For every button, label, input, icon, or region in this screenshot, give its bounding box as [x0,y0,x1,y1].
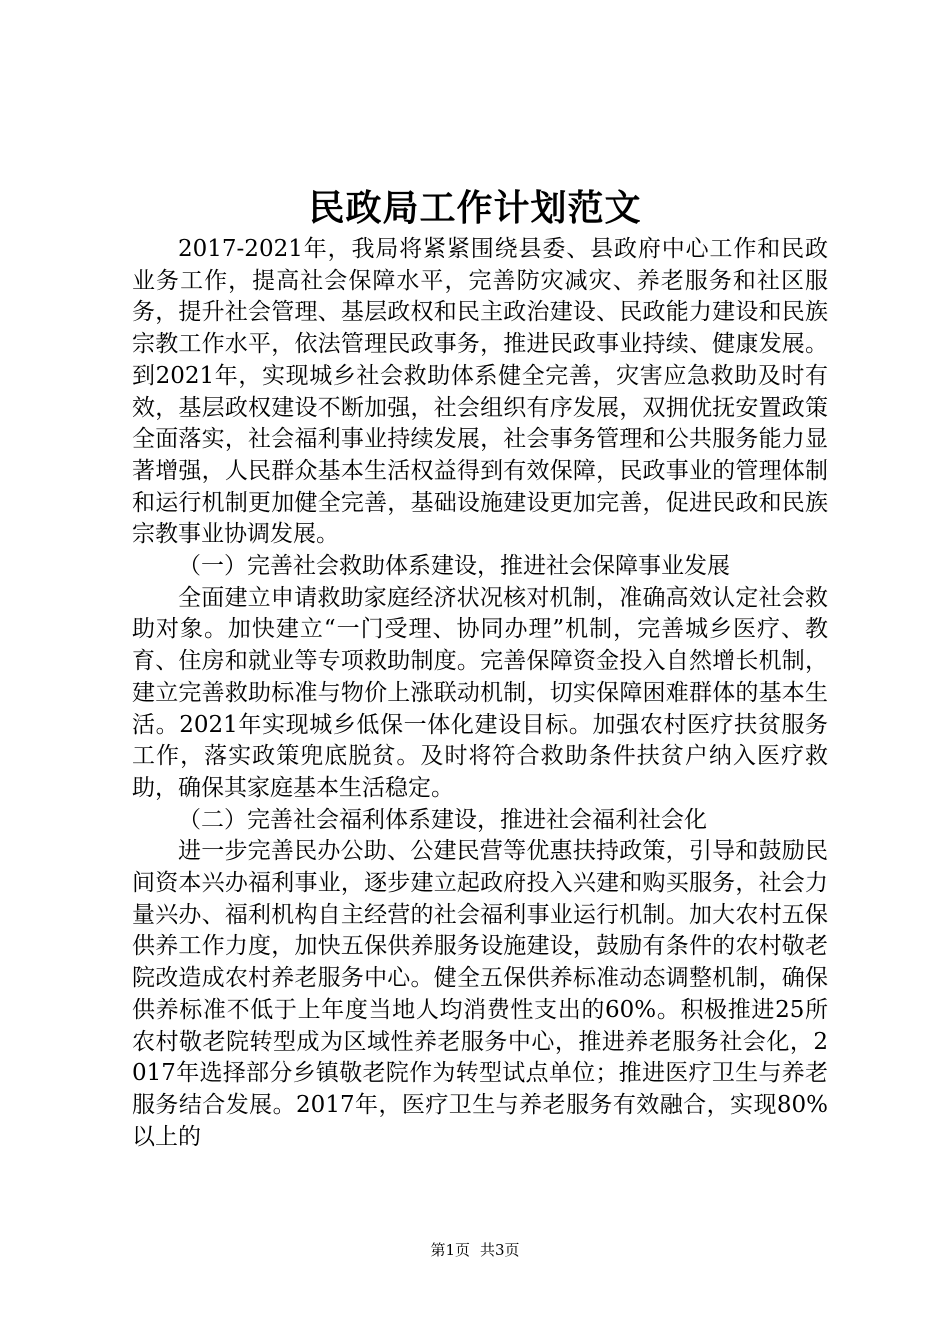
page-footer [0,1240,950,1260]
page-total: 共3页 [480,1241,520,1259]
page-title: 民政局工作计划范文 [308,187,642,229]
section-paragraph-1: 全面建立申请救助家庭经济状况核对机制，准确高效认定社会救助对象。加快建立“一门受理、协同办理”机制，完善城乡医疗、教育、住房和就业等专项救助制度。完善保障资金投入自然增长机制，建立完善救助标准与物价上涨联动机制，切实保障困难群体的基本生活。2021年实现城乡低保一体化建设目标。加强农村医疗扶贫服务工作，落实政策兜底脱贫。及时将符合救助条件扶贫户纳入医疗救助，确保其家庭基本生活稳定。 [132,584,828,801]
document-body [132,234,828,1153]
section-paragraph-2: 进一步完善民办公助、公建民营等优惠扶持政策，引导和鼓励民间资本兴办福利事业，逐步建立起政府投入兴建和购买服务，社会力量兴办、福利机构自主经营的社会福利事业运行机制。加大农村五保供养工作力度，加快五保供养服务设施建设，鼓励有条件的农村敬老院改造成农村养老服务中心。健全五保供养标准动态调整机制，确保供养标准不低于上年度当地人均消费性支出的60%。积极推进25所农村敬老院转型成为区域性养老服务中心，推进养老服务社会化，2017年选择部分乡镇敬老院作为转型试点单位；推进医疗卫生与养老服务结合发展。2017年，医疗卫生与养老服务有效融合，实现80%以上的 [132,838,828,1150]
page-number: 第1页 [430,1241,470,1259]
intro-paragraph: 2017-2021年，我局将紧紧围绕县委、县政府中心工作和民政业务工作，提高社会保障水平，完善防灾减灾、养老服务和社区服务，提升社会管理、基层政权和民主政治建设、民政能力建设和民族宗教工作水平，依法管理民政事务，推进民政事业持续、健康发展。到2021年，实现城乡社会救助体系健全完善，灾害应急救助及时有效，基层政权建设不断加强，社会组织有序发展，双拥优抚安置政策全面落实，社会福利事业持续发展，社会事务管理和公共服务能力显著增强，人民群众基本生活权益得到有效保障，民政事业的管理体制和运行机制更加健全完善，基础设施建设更加完善，促进民政和民族宗教事业协调发展。 [132,236,828,548]
section-heading-1: （一）完善社会救助体系建设，推进社会保障事业发展 [178,553,730,580]
section-heading-2: （二）完善社会福利体系建设，推进社会福利社会化 [178,806,707,833]
